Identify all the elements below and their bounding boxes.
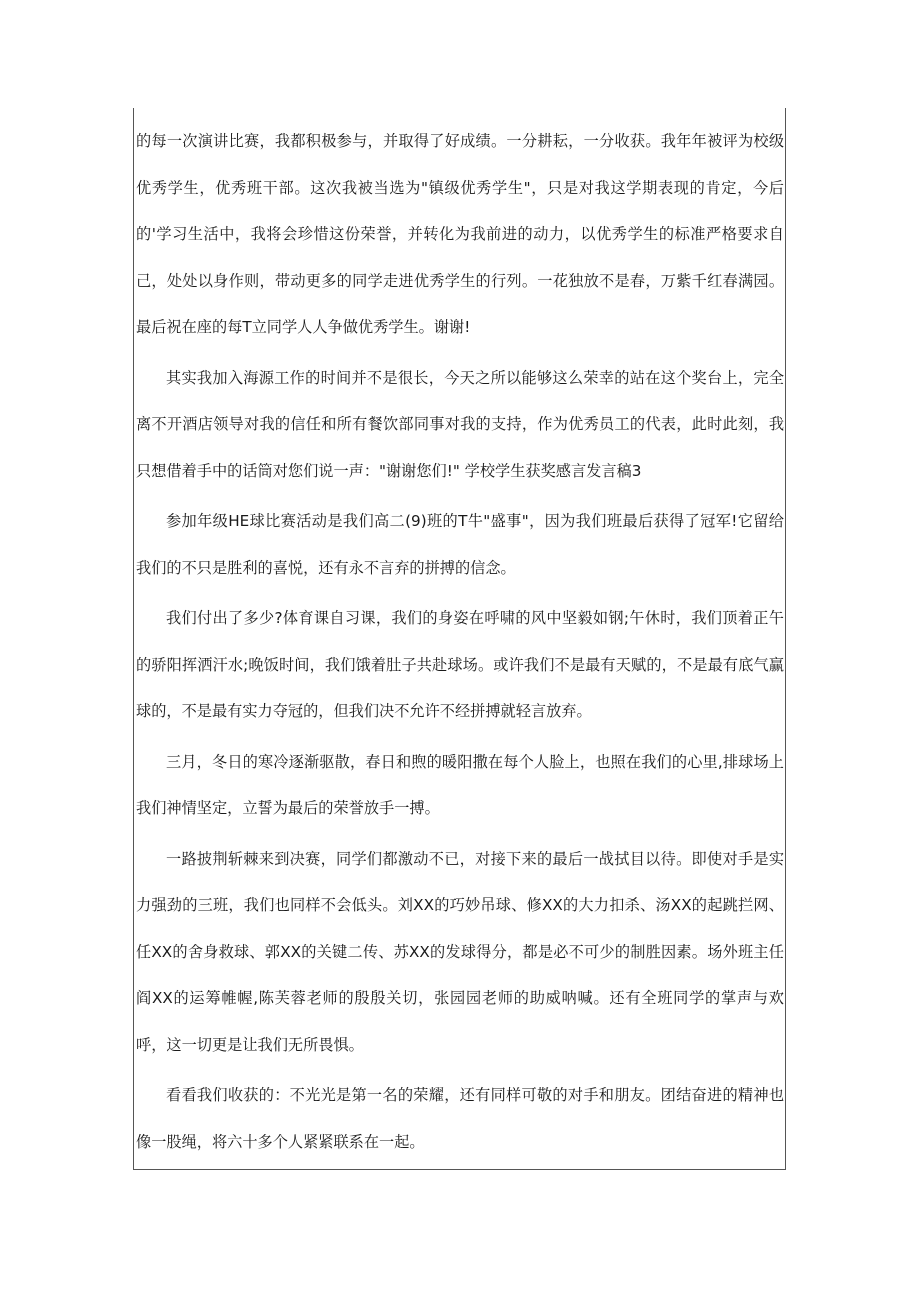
paragraph-5: 三月，冬日的寒冷逐渐驱散，春日和煦的暖阳撒在每个人脸上，也照在我们的心里,排球场上我们神情坚定，立誓为最后的荣誉放手一搏。 xyxy=(136,752,784,817)
paragraph-1: 的每一次演讲比赛，我都积极参与，并取得了好成绩。一分耕耘，一分收获。我年年被评为校级优秀学生，优秀班干部。这次我被当选为"镇级优秀学生"，只是对我这学期表现的肯定，今后的'学习生活中，我将会珍惜这份荣誉，并转化为我前进的动力，以优秀学生的标准严格要求自己，处处以身作则，带动更多的同学走进优秀学生的行列。一花独放不是春，万紫千红春满园。最后祝在座的每T立同学人人争做优秀学生。谢谢! xyxy=(136,132,784,336)
paragraph-2: 其实我加入海源工作的时间并不是很长，今天之所以能够这么荣幸的站在这个奖台上，完全离不开酒店领导对我的信任和所有餐饮部同事对我的支持，作为优秀员工的代表，此时此刻，我只想借着手中的话筒对您们说一声："谢谢您们!" 学校学生获奖感言发言稿3 xyxy=(136,368,784,480)
paragraph-4: 我们付出了多少?体育课自习课，我们的身姿在呼啸的风中坚毅如钢;午休时，我们顶着正午的骄阳挥洒汗水;晚饭时间，我们饿着肚子共赴球场。或许我们不是最有天赋的，不是最有底气赢球的，不是最有实力夺冠的，但我们决不允许不经拼搏就轻言放弃。 xyxy=(136,609,784,720)
document-body xyxy=(136,118,784,1165)
paragraph-7: 看看我们收获的：不光光是第一名的荣耀，还有同样可敬的对手和朋友。团结奋进的精神也像一股绳，将六十多个人紧紧联系在一起。 xyxy=(136,1086,784,1151)
paragraph-6: 一路披荆斩棘来到决赛，同学们都激动不已，对接下来的最后一战拭目以待。即使对手是实力强劲的三班，我们也同样不会低头。刘XX的巧妙吊球、修XX的大力扣杀、汤XX的起跳拦网、任XX的舍身救球、郭XX的关键二传、苏XX的发球得分，都是必不可少的制胜因素。场外班主任阎XX的运筹帷幄,陈芙蓉老师的殷殷关切，张园园老师的助威呐喊。还有全班同学的掌声与欢呼，这一切更是让我们无所畏惧。 xyxy=(136,849,784,1054)
paragraph-3: 参加年级HE球比赛活动是我们高二(9)班的T牛"盛事"，因为我们班最后获得了冠军!它留给我们的不只是胜利的喜悦，还有永不言弃的拼搏的信念。 xyxy=(136,512,784,577)
